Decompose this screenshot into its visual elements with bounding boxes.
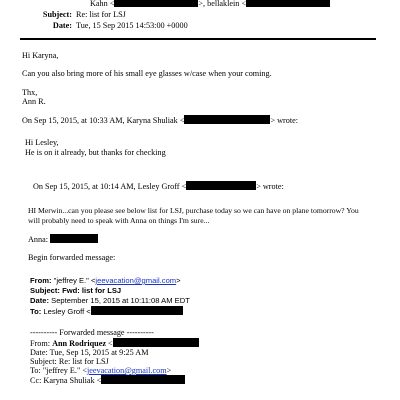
header-subject-value: Re: list for LSJ: [76, 10, 126, 19]
quote-body: He is on it already, but thanks for checking: [25, 148, 166, 157]
inner-date-line: Date: Tue, Sep 15, 2015 at 9:25 AM: [30, 348, 149, 357]
redaction-bar: [50, 234, 98, 243]
header-from-suffix: >, bellaklein <: [198, 0, 247, 8]
message-thanks: Thx,: [22, 88, 38, 97]
forwarded-subject-label: Subject:: [30, 286, 60, 295]
redaction-bar: [113, 338, 199, 347]
inner-from-name: Ann Rodriquez: [52, 339, 106, 348]
quote-body-line: HI Merwin...can you please see below list for LSJ, purchase today so we can have on plane tomorrow? You: [28, 206, 359, 215]
quote-attribution-prefix: On Sep 15, 2015, at 10:33 AM, Karyna Shuliak <: [22, 116, 185, 125]
forwarded-to-line: [30, 306, 183, 317]
inner-from-label: From:: [30, 339, 51, 348]
anna-line: [28, 234, 98, 245]
header-date-label: Date:: [52, 21, 72, 30]
forwarded-date-value: September 15, 2015 at 10:11:08 AM EDT: [51, 296, 190, 305]
quote-attribution-suffix: > wrote:: [256, 182, 284, 191]
quote-greeting: Hi Lesley,: [25, 138, 59, 147]
header-from-prefix: Kahn <: [90, 0, 115, 8]
forward-intro: Begin forwarded message:: [28, 253, 116, 262]
header-divider: [20, 38, 376, 40]
message-body: Can you also bring more of his small eye glasses w/case when your coming.: [22, 69, 272, 78]
quote-attribution-suffix: > wrote:: [270, 116, 299, 125]
forward-divider: ---------- Forwarded message ----------: [30, 328, 154, 337]
header-date-value: Tue, 15 Sep 2015 14:53:00 +0000: [76, 21, 188, 30]
inner-to-prefix: To: "jeffrey E." <: [30, 366, 87, 375]
inner-to-suffix: >: [166, 366, 172, 375]
email-link[interactable]: jeevacation@gmail.com: [95, 276, 177, 285]
header-from-line: [90, 0, 330, 9]
inner-cc-prefix: Cc: Karyna Shuliak <: [30, 376, 102, 385]
forwarded-to-label: To:: [30, 307, 42, 316]
forwarded-subject-line: [30, 286, 121, 296]
forwarded-from-suffix: >: [176, 276, 181, 285]
inner-from-suffix: <: [106, 339, 113, 348]
quote-attribution: [33, 181, 284, 192]
forwarded-to-value: Lesley Groff <: [43, 307, 91, 316]
header-subject-label: Subject:: [42, 10, 72, 19]
forwarded-from-prefix: "jeffrey E." <: [53, 276, 96, 285]
forwarded-date-label: Date:: [30, 296, 49, 305]
redaction-bar: [91, 306, 183, 315]
forwarded-from-label: From:: [30, 276, 52, 285]
message-greeting: Hi Karyna,: [22, 51, 59, 60]
redaction-bar: [246, 0, 330, 7]
anna-label: Anna:: [28, 235, 49, 244]
forwarded-from-line: [30, 276, 181, 286]
redaction-bar: [114, 0, 198, 7]
redaction-bar: [186, 181, 256, 190]
forwarded-subject-value: Fwd: list for LSJ: [62, 286, 122, 295]
redaction-bar: [101, 375, 185, 384]
inner-cc-line: [30, 375, 185, 386]
forwarded-date-line: [30, 296, 190, 306]
quote-attribution-prefix: On Sep 15, 2015, at 10:14 AM, Lesley Groff <: [33, 182, 187, 191]
message-signature: Ann R.: [22, 97, 46, 106]
quote-body-line: will probably need to speak with Anna on things I'm sure...: [28, 216, 210, 225]
header-subject-line: [20, 10, 126, 20]
quote-attribution: [22, 115, 298, 126]
email-link[interactable]: jeevacation@gmail.com: [86, 366, 167, 375]
inner-subject-line: Subject: Re: list for LSJ: [30, 357, 109, 366]
redaction-bar: [184, 115, 270, 124]
header-date-line: [20, 21, 188, 31]
